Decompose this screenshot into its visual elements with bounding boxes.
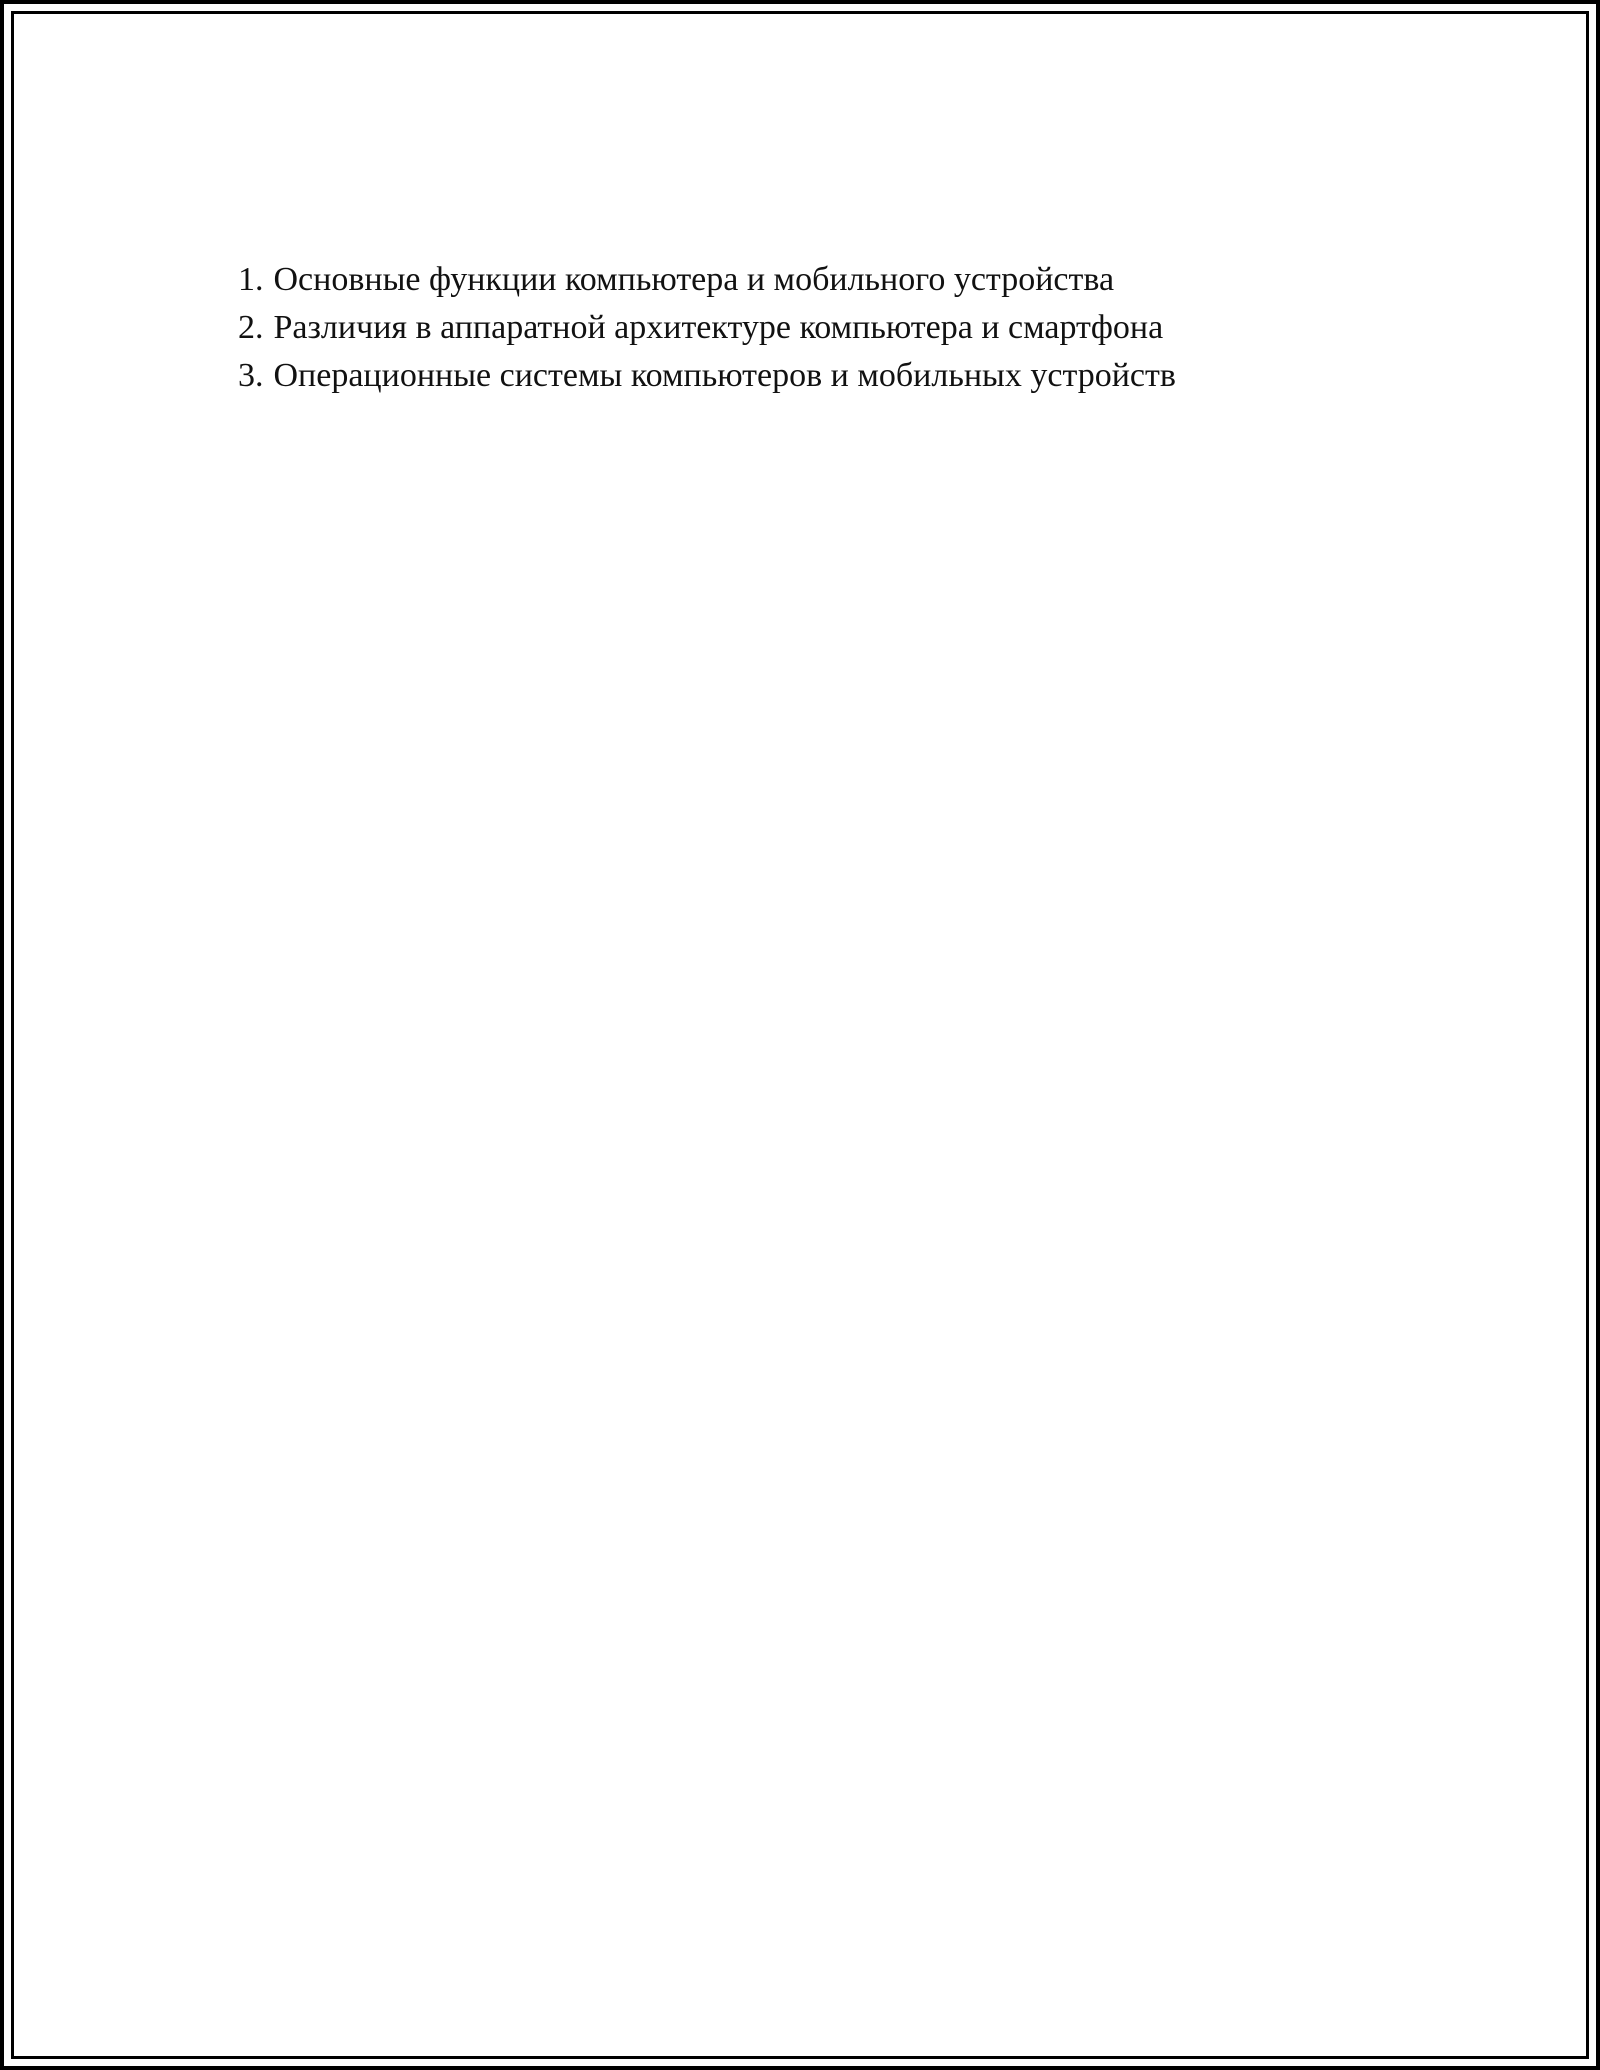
outline-item-text: Операционные системы компьютеров и мобильных устройств xyxy=(273,357,1176,394)
outline-item-number: 2. xyxy=(238,309,264,346)
outline-item-3 xyxy=(238,352,1176,400)
outline-item-number: 1. xyxy=(238,261,264,298)
outline-item-text: Основные функции компьютера и мобильного устройства xyxy=(273,261,1115,298)
outline-list xyxy=(238,256,1176,400)
outline-item-1 xyxy=(238,256,1176,304)
outline-item-number: 3. xyxy=(238,357,264,394)
outline-item-text: Различия в аппаратной архитектуре компьютера и смартфона xyxy=(273,309,1164,346)
outline-item-2 xyxy=(238,304,1176,352)
